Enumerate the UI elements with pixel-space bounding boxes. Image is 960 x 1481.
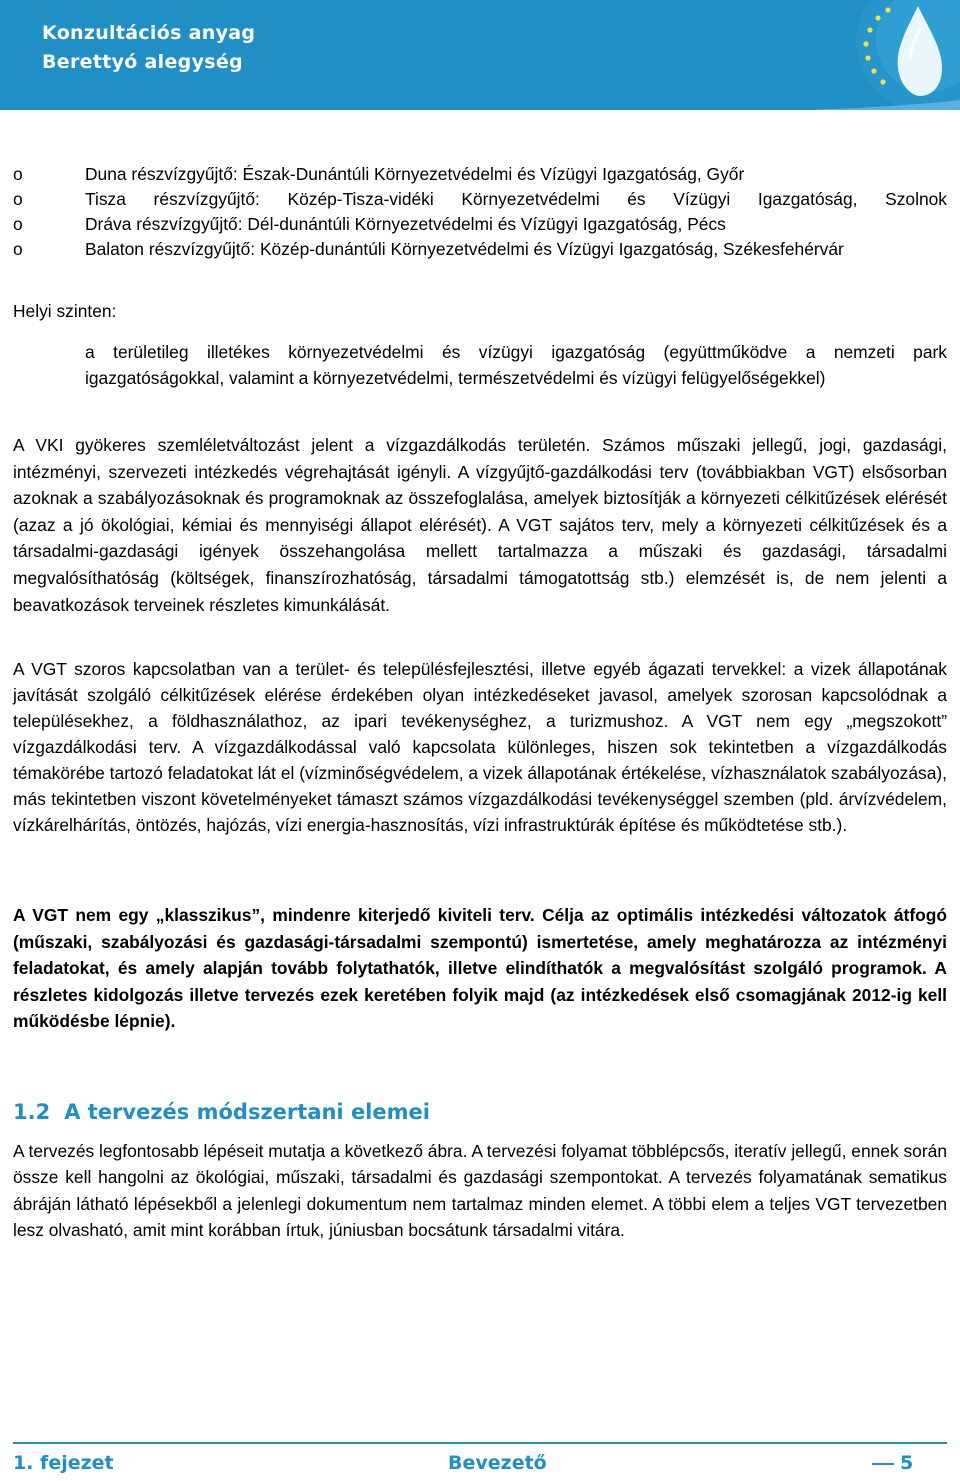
helyi-label: Helyi szinten: bbox=[13, 301, 117, 321]
page-header bbox=[0, 0, 960, 110]
bullet-list bbox=[13, 162, 947, 262]
header-title: Konzultációs anyag bbox=[42, 22, 256, 44]
footer-dash bbox=[872, 1463, 894, 1465]
list-item bbox=[13, 237, 947, 262]
water-drop-stars-logo bbox=[808, 0, 960, 110]
paragraph-vgt-bold: A VGT nem egy „klasszikus”, mindenre kiterjedő kiviteli terv. Célja az optimális intézkedési változatok átfogó (műszaki, szabályozási és gazdasági-társadalmi szempontú) ismertetése, amely meghatározza az intézményi feladatokat, és amely alapján tovább folytathatók, illetve elindíthatók a megvalósítást szolgáló programok. A részletes kidolgozás illetve tervezés ezek keretében folyik majd (az intézkedések első csomagjának 2012-ig kell működésbe lépnie). bbox=[13, 905, 947, 1032]
list-bullet: o bbox=[13, 214, 23, 234]
footer-title: Bevezető bbox=[448, 1452, 547, 1474]
section-heading bbox=[13, 1100, 430, 1124]
list-bullet: o bbox=[13, 239, 23, 259]
list-bullet: o bbox=[13, 164, 23, 184]
list-item bbox=[13, 187, 947, 212]
section-title: A tervezés módszertani elemei bbox=[64, 1100, 430, 1124]
paragraph-tervezes: A tervezés legfontosabb lépéseit mutatja a következő ábra. A tervezési folyamat többlépcsős, iteratív jellegű, ennek során össze kell hangolni az ökológiai, műszaki, társadalmi és gazdasági szempontokat. A tervezés folyamatának sematikus ábráján látható lépésekből a jelenlegi dokumentum nem tartalmaz minden elemet. A többi elem a teljes VGT tervezetben lesz olvasható, amit mint korábban írtuk, júniusban bocsátunk társadalmi vitára. bbox=[13, 1141, 947, 1240]
paragraph-vki: A VKI gyökeres szemléletváltozást jelent a vízgazdálkodás területén. Számos műszaki jellegű, jogi, gazdasági, intézményi, szervezeti intézkedés végrehajtását igényli. A vízgyűjtő-gazdálkodási terv (továbbiakban VGT) elsősorban azoknak a szabályozásoknak és programoknak az összefoglalása, amelyek biztosítják a környezeti célkitűzések elérését (azaz a jó ökológiai, kémiai és mennyiségi állapot elérését). A VGT sajátos terv, mely a környezeti célkitűzések és a társadalmi-gazdasági igények összehangolása mellett tartalmazza a műszaki és gazdasági, társadalmi megvalósíthatóság (költségek, finanszírozhatóság, társadalmi támogatottság stb.) elemzését is, de nem jelenti a beavatkozások terveinek részletes kimunkálását. bbox=[13, 435, 947, 615]
page-number: 5 bbox=[900, 1452, 914, 1474]
footer-chapter: 1. fejezet bbox=[13, 1452, 114, 1474]
list-item-text: Dráva részvízgyűjtő: Dél-dunántúli Környezetvédelmi és Vízügyi Igazgatóság, Pécs bbox=[85, 214, 726, 234]
footer-divider bbox=[13, 1442, 947, 1444]
list-item-text: Duna részvízgyűjtő: Észak-Dunántúli Környezetvédelmi és Vízügyi Igazgatóság, Győr bbox=[85, 164, 745, 184]
list-item bbox=[13, 212, 947, 237]
list-item-text: Tisza részvízgyűjtő: Közép-Tisza-vidéki Környezetvédelmi és Vízügyi Igazgatóság, Szolnok bbox=[85, 189, 947, 209]
list-bullet: o bbox=[13, 189, 23, 209]
helyi-text: a területileg illetékes környezetvédelmi és vízügyi igazgatóság (együttműködve a nemzeti park igazgatóságokkal, valamint a környezetvédelmi, természetvédelmi és vízügyi felügyelőségekkel) bbox=[85, 342, 947, 388]
header-subtitle: Berettyó alegység bbox=[42, 51, 243, 73]
paragraph-vgt-kapcsolat: A VGT szoros kapcsolatban van a terület- és településfejlesztési, illetve egyéb ágazati tervekkel: a vizek állapotának javítását szolgáló célkitűzések elérése érdekében olyan intézkedéseket javasol, amelyek szorosan kapcsolódnak a településekhez, a földhasználathoz, az ipari tevékenységhez, a turizmushoz. A VGT nem egy „megszokott” vízgazdálkodási terv. A vízgazdálkodással való kapcsolata különleges, hiszen sok tekintetben a vízgazdálkodás témakörébe tartozó feladatokat lát el (vízminőségvédelem, a vizek állapotának értékelése, vízhasználatok szabályozása), más tekintetben viszont követelményeket támaszt számos vízgazdálkodási tevékenységgel szemben (pld. árvízvédelem, vízkárelhárítás, öntözés, hajózás, vízi energia-hasznosítás, vízi infrastruktúrák építése és működtetése stb.). bbox=[13, 659, 947, 835]
list-item bbox=[13, 162, 947, 187]
section-number: 1.2 bbox=[13, 1100, 51, 1124]
list-item-text: Balaton részvízgyűjtő: Közép-dunántúli Környezetvédelmi és Vízügyi Igazgatóság, Székesfehérvár bbox=[85, 239, 844, 259]
footer-page bbox=[872, 1452, 913, 1474]
